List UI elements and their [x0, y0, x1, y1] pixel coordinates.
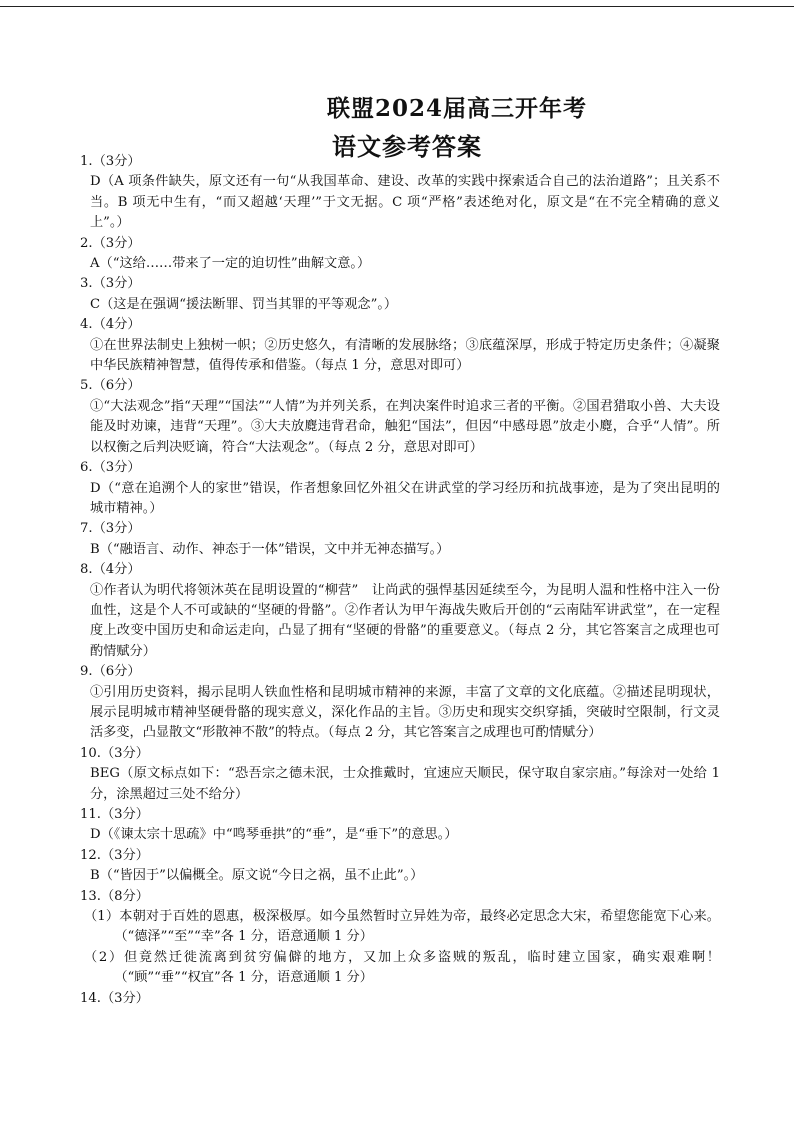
translation-answer-2: （2）但竟然迁徙流离到贫穷偏僻的地方，又加上众多盗贼的叛乱，临时建立国家，确实艰难啊！（“顾”“垂”“权宜”各 1 分，语意通顺 1 分） — [83, 949, 720, 986]
question-heading: 4.（4分） — [80, 317, 141, 333]
question-answer: ①作者认为明代将领沐英在昆明设置的“柳营” 让尚武的强悍基因延续至今，为昆明人温和性格中注入一份血性，这是个人不可或缺的“坚硬的骨骼”。②作者认为甲午海战失败后开创的“云南陆军讲武堂”，在一定程度上改变中国历史和命运走向，凸显了拥有“坚硬的骨骼”的重要意义。（每点 2 分，其它答案言之成理也可酌情赋分） — [90, 582, 720, 659]
question-heading: 13.（8分） — [80, 888, 149, 904]
question-heading: 8.（4分） — [80, 562, 141, 578]
exam-title: 联盟2024届高三开年考 — [326, 95, 587, 122]
question-heading: 5.（6分） — [80, 378, 141, 394]
question-heading: 3.（3分） — [80, 276, 141, 292]
question-heading: 10.（3分） — [80, 745, 149, 761]
question-heading: 2.（3分） — [80, 235, 141, 251]
question-answer: D（《谏太宗十思疏》中“鸣琴垂拱”的“垂”，是“垂下”的意思。） — [90, 827, 458, 843]
question-answer: ①引用历史资料，揭示昆明人铁血性格和昆明城市精神的来源，丰富了文章的文化底蕴。②描述昆明现状，展示昆明城市精神坚硬骨骼的现实意义，深化作品的主旨。③历史和现实交织穿插，突破时空限制，行文灵活多变，凸显散文“形散神不散”的特点。（每点 2 分，其它答案言之成理也可酌情赋分） — [90, 684, 720, 741]
question-answer: ①在世界法制史上独树一帜；②历史悠久，有清晰的发展脉络；③底蕴深厚，形成于特定历史条件；④凝聚中华民族精神智慧，值得传承和借鉴。（每点 1 分，意思对即可） — [90, 337, 720, 374]
translation-answer-1: （1）本朝对于百姓的恩惠，极深极厚。如今虽然暂时立异姓为帝，最终必定思念大宋，希望您能宽下心来。（“德泽”“至”“幸”各 1 分，语意通顺 1 分） — [83, 909, 720, 945]
top-rule — [0, 6, 794, 7]
answer-key-title: 语文参考答案 — [332, 132, 482, 161]
question-heading: 9.（6分） — [80, 664, 141, 680]
question-answer: B（“融语言、动作、神态于一体”错误，文中并无神态描写。） — [90, 541, 450, 557]
question-answer: A（“这给……带来了一定的迫切性”曲解文意。） — [90, 256, 371, 272]
answer-content — [80, 152, 720, 1009]
question-heading: 12.（3分） — [80, 847, 149, 863]
question-heading: 1.（3分） — [80, 154, 141, 169]
question-heading: 11.（3分） — [80, 807, 149, 822]
question-answer: B（“皆因于”以偏概全。原文说“今日之祸，虽不止此”。） — [90, 868, 424, 884]
question-answer: D（“意在追溯个人的家世”错误，作者想象回忆外祖父在讲武堂的学习经历和抗战事迹，是为了突出昆明的城市精神。） — [90, 480, 720, 516]
question-answer: BEG（原文标点如下：“恐吾宗之德未泯，士众推戴时，宜速应天顺民，保守取自家宗庙。”每涂对一处给 1 分，涂黑超过三处不给分） — [90, 766, 720, 802]
question-heading: 7.（3分） — [80, 521, 141, 537]
question-heading: 6.（3分） — [80, 460, 141, 476]
question-answer: ①“大法观念”指“天理”“国法”“人情”为并列关系，在判决案件时追求三者的平衡。②国君猎取小兽、大夫设能及时劝谏，违背“天理”。③大夫放麑违背君命，触犯“国法”，但因“中感母恩”放走小麑，合乎“人情”。所以权衡之后判决贬谪，符合“大法观念”。（每点 2 分，意思对即可） — [90, 398, 720, 455]
question-answer: D（A 项条件缺失，原文还有一句“从我国革命、建设、改革的实践中探索适合自己的法治道路”；且关系不当。B 项无中生有，“而又超越‘天理’”于文无据。C 项“严格”表述绝对化，原文是“在不完全精确的意义上”。） — [90, 174, 720, 231]
question-answer: C（这是在强调“援法断罪、罚当其罪的平等观念”。） — [90, 296, 398, 312]
question-heading: 14.（3分） — [80, 990, 149, 1006]
